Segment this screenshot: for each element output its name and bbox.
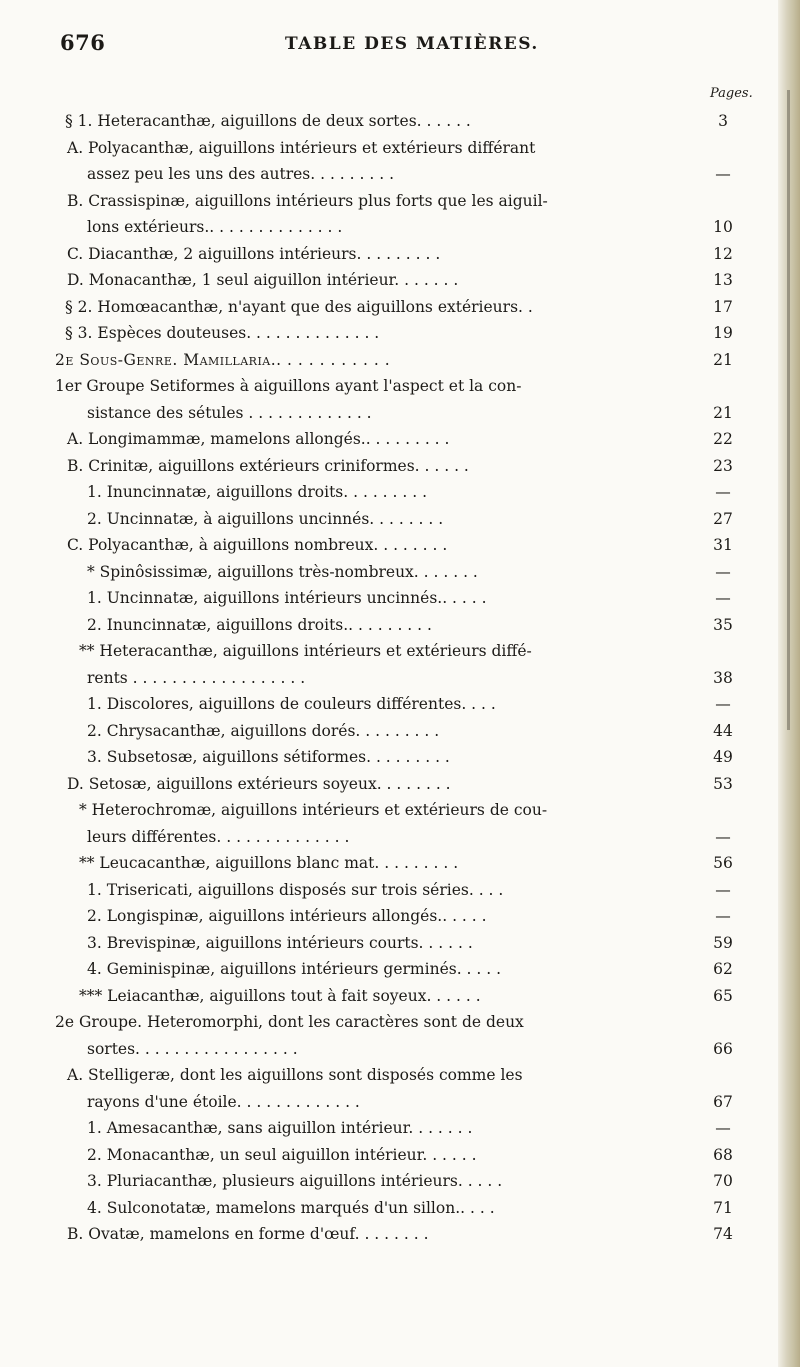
toc-entry: 2. Monacanthæ, un seul aiguillon intérieur. . . . . . 68 xyxy=(87,1145,733,1164)
binding-shadow xyxy=(787,90,790,730)
toc-entry: 2e Sous-Genre. Mamillaria.. . . . . . . . . . . 21 xyxy=(55,350,733,369)
toc-entry: assez peu les uns des autres. . . . . . . . . — xyxy=(87,165,731,183)
toc-entry: 1. Discolores, aiguillons de couleurs différentes. . . . — xyxy=(87,695,731,713)
toc-entry: B. Crassispinæ, aiguillons intérieurs plus forts que les aiguil- xyxy=(67,191,548,210)
toc-entry: D. Setosæ, aiguillons extérieurs soyeux. . . . . . . . 53 xyxy=(67,774,733,793)
toc-entry: 1. Trisericati, aiguillons disposés sur trois séries. . . . — xyxy=(87,880,731,899)
table-of-contents xyxy=(55,108,743,1248)
toc-entry: lons extérieurs.. . . . . . . . . . . . . . 10 xyxy=(87,218,733,236)
toc-entry: 2. Uncinnatæ, à aiguillons uncinnés. . . . . . . . 27 xyxy=(87,509,733,528)
toc-entry: § 1. Heteracanthæ, aiguillons de deux sortes. . . . . . 3 xyxy=(65,112,728,130)
toc-entry: * Spinôsissimæ, aiguillons très-nombreux. . . . . . . — xyxy=(87,562,731,581)
toc-entry: rents . . . . . . . . . . . . . . . . . . 38 xyxy=(87,668,733,687)
toc-entry: A. Stelligeræ, dont les aiguillons sont disposés comme les xyxy=(67,1066,523,1084)
toc-entry: leurs différentes. . . . . . . . . . . . . . — xyxy=(87,827,731,846)
toc-entry: ** Heteracanthæ, aiguillons intérieurs et extérieurs diffé- xyxy=(79,642,532,660)
toc-entry: A. Longimammæ, mamelons allongés.. . . . . . . . . 22 xyxy=(67,430,733,448)
toc-entry: B. Ovatæ, mamelons en forme d'œuf. . . . . . . . 74 xyxy=(67,1225,733,1243)
toc-entry: D. Monacanthæ, 1 seul aiguillon intérieur. . . . . . . 13 xyxy=(67,271,733,289)
toc-entry: ** Leucacanthæ, aiguillons blanc mat. . . . . . . . . 56 xyxy=(79,854,733,872)
running-title: TABLE DES MATIÈRES. xyxy=(285,34,539,54)
toc-entry: 2. Inuncinnatæ, aiguillons droits.. . . . . . . . . 35 xyxy=(87,615,733,634)
toc-entry: 1er Groupe Setiformes à aiguillons ayant l'aspect et la con- xyxy=(55,377,522,395)
page-header xyxy=(60,30,760,60)
toc-entry: 3. Subsetosæ, aiguillons sétiformes. . . . . . . . . 49 xyxy=(87,748,733,766)
toc-entry: C. Polyacanthæ, à aiguillons nombreux. . . . . . . . 31 xyxy=(67,536,733,554)
page-number: 676 xyxy=(60,30,106,55)
toc-entry: § 3. Espèces douteuses. . . . . . . . . . . . . . 19 xyxy=(65,324,733,342)
toc-entry: 1. Inuncinnatæ, aiguillons droits. . . . . . . . . — xyxy=(87,483,731,501)
toc-entry: 3. Pluriacanthæ, plusieurs aiguillons intérieurs. . . . . 70 xyxy=(87,1172,733,1190)
toc-entry: 2. Longispinæ, aiguillons intérieurs allongés.. . . . . — xyxy=(87,907,731,925)
toc-entry: sortes. . . . . . . . . . . . . . . . . 66 xyxy=(87,1039,733,1058)
pages-column-label: Pages. xyxy=(710,86,753,101)
toc-entry: rayons d'une étoile. . . . . . . . . . . . . 67 xyxy=(87,1092,733,1111)
toc-entry: sistance des sétules . . . . . . . . . . . . . 21 xyxy=(87,403,733,422)
toc-entry: * Heterochromæ, aiguillons intérieurs et extérieurs de cou- xyxy=(79,801,548,819)
toc-entry: 2e Groupe. Heteromorphi, dont les caractères sont de deux xyxy=(55,1013,524,1031)
toc-entry: *** Leiacanthæ, aiguillons tout à fait soyeux. . . . . . 65 xyxy=(79,986,733,1005)
toc-entry: C. Diacanthæ, 2 aiguillons intérieurs. . . . . . . . . 12 xyxy=(67,244,733,263)
toc-entry: A. Polyacanthæ, aiguillons intérieurs et extérieurs différant xyxy=(67,138,536,157)
toc-entry: 1. Uncinnatæ, aiguillons intérieurs uncinnés.. . . . . — xyxy=(87,589,731,607)
toc-entry: B. Crinitæ, aiguillons extérieurs criniformes. . . . . . 23 xyxy=(67,456,733,475)
toc-entry: 3. Brevispinæ, aiguillons intérieurs courts. . . . . . 59 xyxy=(87,933,733,952)
toc-entry: 4. Sulconotatæ, mamelons marqués d'un sillon.. . . . 71 xyxy=(87,1198,733,1217)
toc-entry: 4. Geminispinæ, aiguillons intérieurs germinés. . . . . 62 xyxy=(87,960,733,978)
toc-entry: § 2. Homœacanthæ, n'ayant que des aiguillons extérieurs. . 17 xyxy=(65,297,733,316)
toc-entry: 1. Amesacanthæ, sans aiguillon intérieur. . . . . . . — xyxy=(87,1119,731,1137)
toc-entry: 2. Chrysacanthæ, aiguillons dorés. . . . . . . . . 44 xyxy=(87,721,733,740)
